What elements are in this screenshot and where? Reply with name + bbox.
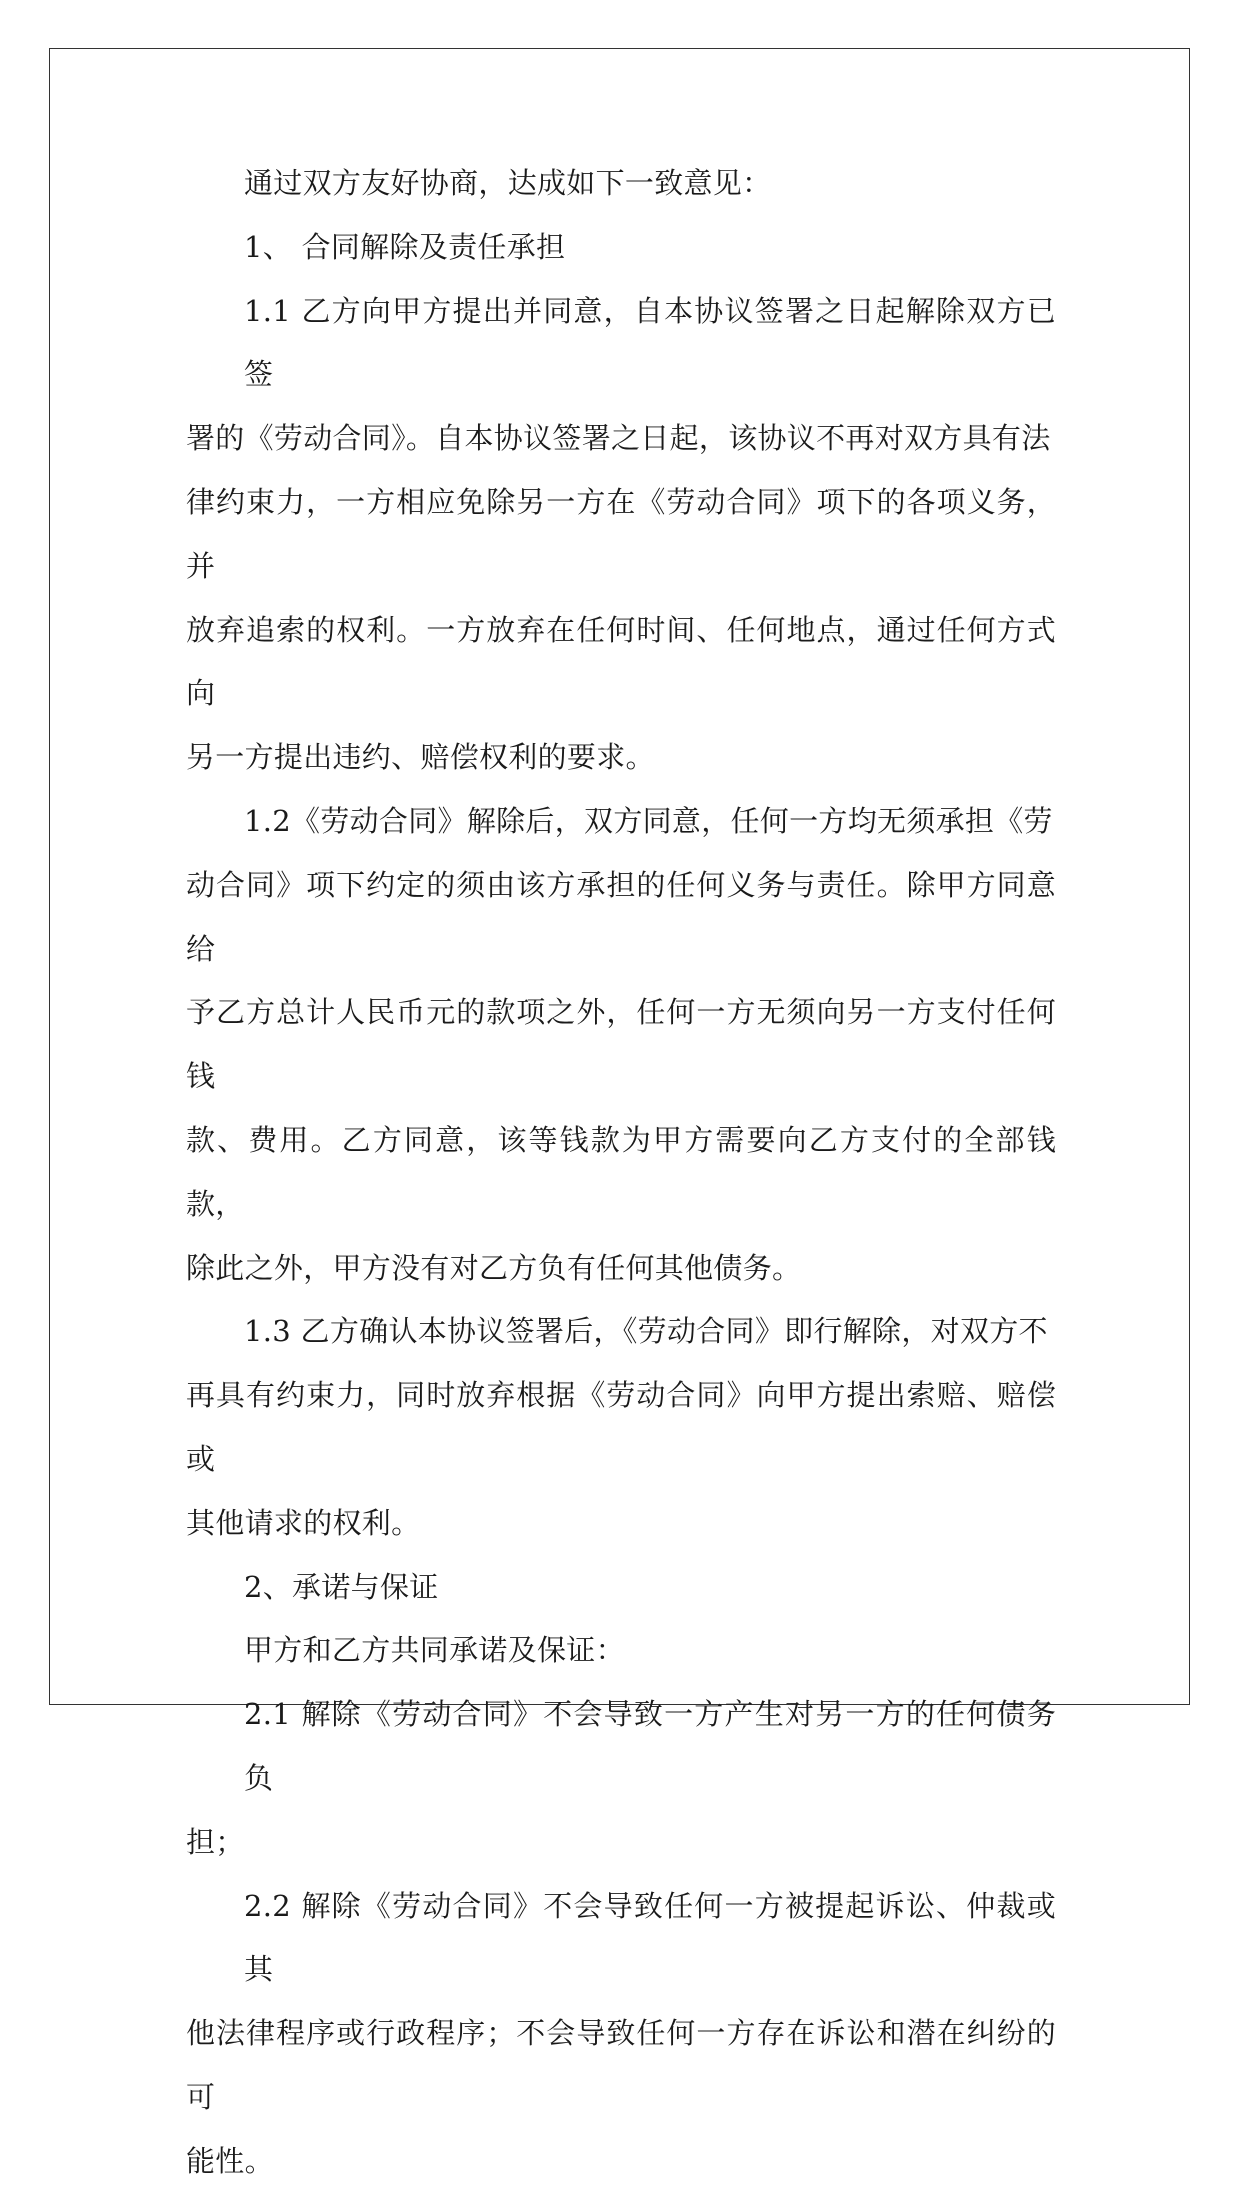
text-line: 放弃追索的权利。一方放弃在任何时间、任何地点，通过任何方式向	[186, 612, 1056, 711]
clause-2-1	[186, 1683, 1056, 1874]
text-line: 1.1 乙方向甲方提出并同意，自本协议签署之日起解除双方已签	[244, 293, 1056, 392]
text-line: 能性。	[186, 2143, 274, 2178]
text-line: 1、 合同解除及责任承担	[244, 229, 566, 264]
text-line: 1.2《劳动合同》解除后，双方同意，任何一方均无须承担《劳	[244, 803, 1053, 838]
text-line: 再具有约束力，同时放弃根据《劳动合同》向甲方提出索赔、赔偿或	[186, 1378, 1056, 1476]
text-line: 2.1 解除《劳动合同》不会导致一方产生对另一方的任何债务负	[244, 1697, 1056, 1795]
text-line: 2.2 解除《劳动合同》不会导致任何一方被提起诉讼、仲裁或其	[244, 1888, 1056, 1987]
clause-1-2	[186, 790, 1056, 1300]
intro-paragraph	[186, 152, 1056, 216]
text-line: 他法律程序或行政程序；不会导致任何一方存在诉讼和潜在纠纷的可	[186, 2016, 1056, 2114]
text-line: 2、承诺与保证	[244, 1569, 439, 1604]
text-line: 动合同》项下约定的须由该方承担的任何义务与责任。除甲方同意给	[186, 867, 1056, 966]
text-line: 通过双方友好协商，达成如下一致意见：	[244, 166, 772, 200]
commitment-intro	[186, 1619, 1056, 1683]
text-line: 除此之外，甲方没有对乙方负有任何其他债务。	[186, 1250, 802, 1285]
document-body	[186, 152, 1056, 2194]
text-line: 款、费用。乙方同意，该等钱款为甲方需要向乙方支付的全部钱款，	[186, 1122, 1056, 1221]
clause-1-3	[186, 1300, 1056, 1555]
clause-2-2	[186, 1875, 1056, 2194]
section-heading-1	[186, 216, 1056, 280]
text-line: 予乙方总计人民币元的款项之外，任何一方无须向另一方支付任何钱	[186, 995, 1056, 1094]
text-line: 担；	[186, 1824, 245, 1859]
text-line: 甲方和乙方共同承诺及保证：	[244, 1633, 625, 1668]
text-line: 另一方提出违约、赔偿权利的要求。	[186, 740, 655, 775]
text-line: 署的《劳动合同》。自本协议签署之日起，该协议不再对双方具有法	[186, 421, 1051, 456]
text-line: 1.3 乙方确认本协议签署后，《劳动合同》即行解除，对双方不	[244, 1314, 1048, 1349]
section-heading-2	[186, 1556, 1056, 1620]
text-line: 其他请求的权利。	[186, 1505, 421, 1540]
text-line: 律约束力，一方相应免除另一方在《劳动合同》项下的各项义务，并	[186, 484, 1056, 583]
clause-1-1	[186, 280, 1056, 790]
